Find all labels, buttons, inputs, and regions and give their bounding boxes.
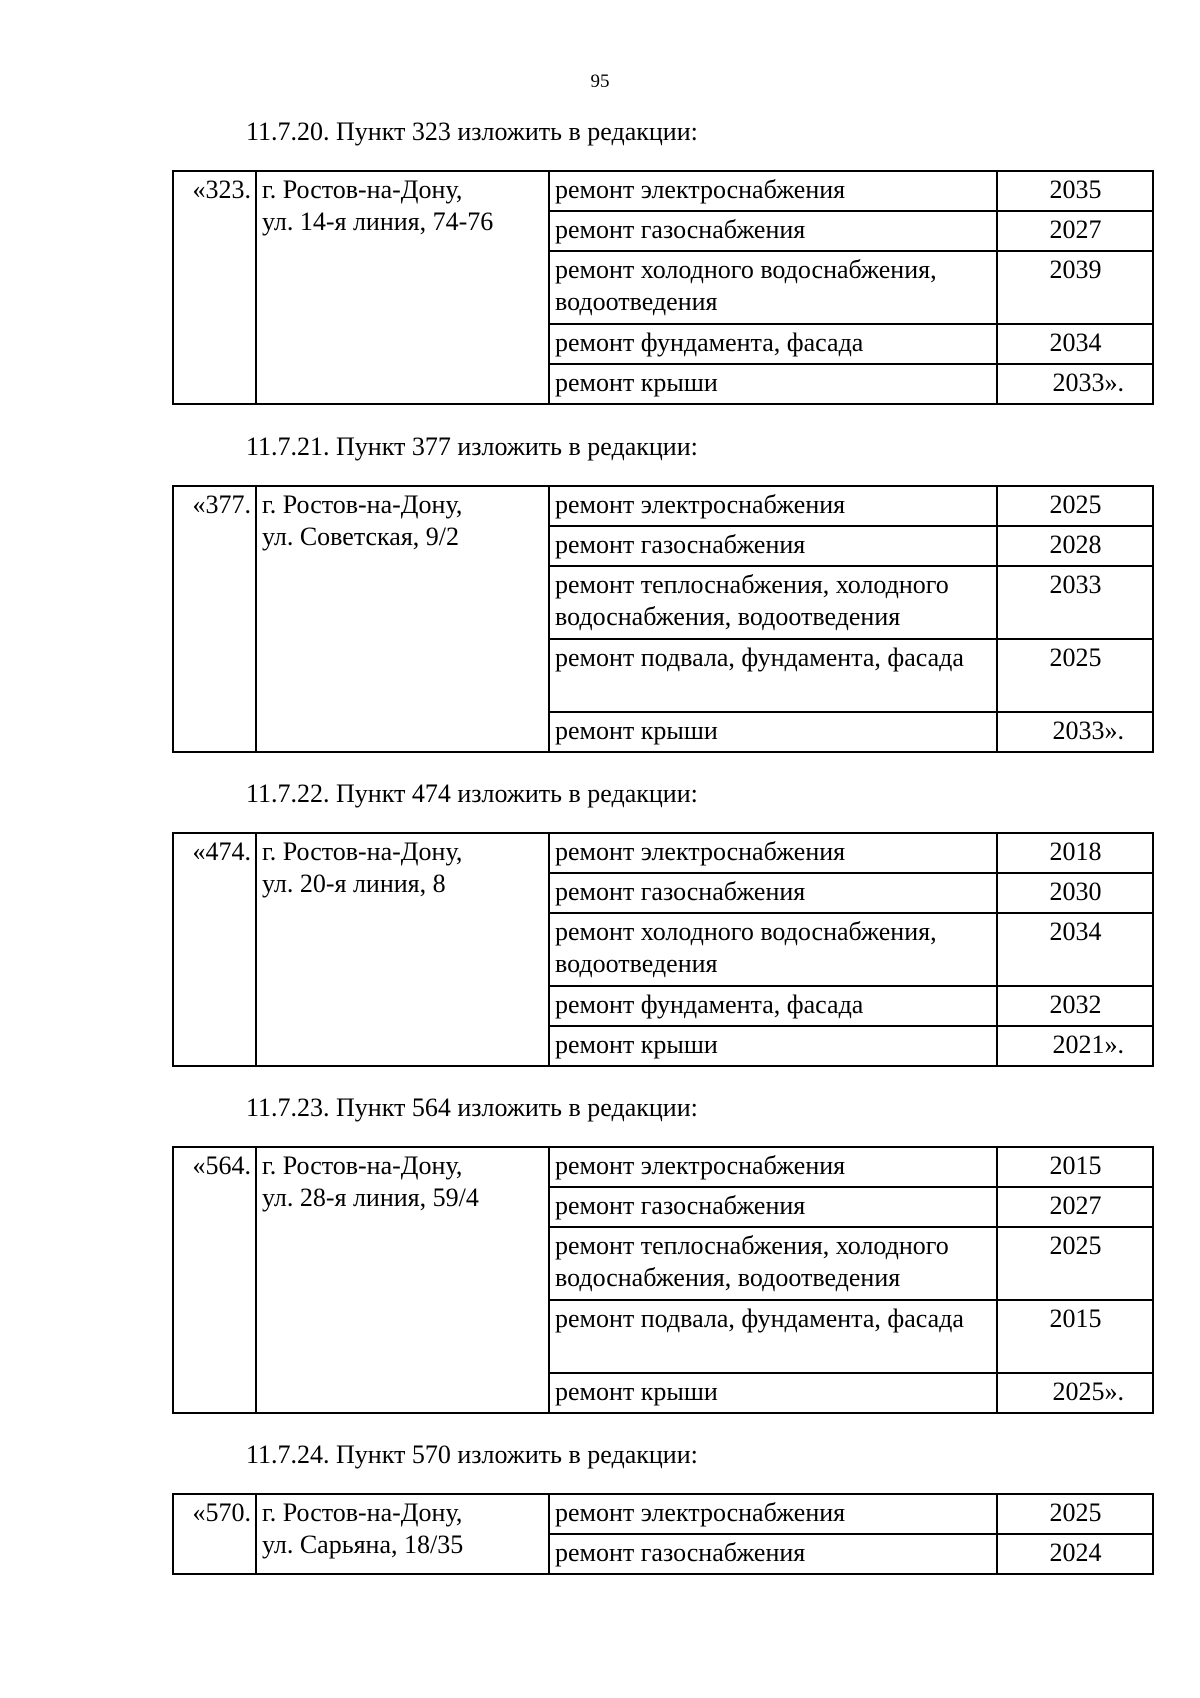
address-street: ул. 28-я линия, 59/4: [262, 1183, 479, 1212]
work-type: ремонт электроснабжения: [549, 833, 997, 873]
work-type: ремонт фундамента, фасада: [549, 986, 997, 1026]
entry-number: «564.: [173, 1147, 256, 1413]
work-type: ремонт подвала, фундамента, фасада: [549, 639, 997, 712]
work-year: 2025: [997, 486, 1153, 526]
work-type: ремонт подвала, фундамента, фасада: [549, 1300, 997, 1373]
section-intro: 11.7.20. Пункт 323 изложить в редакции:: [246, 117, 698, 146]
entry-number: «474.: [173, 833, 256, 1066]
work-year: 2015: [997, 1300, 1153, 1373]
entry-address: [256, 833, 549, 1066]
work-type: ремонт крыши: [549, 1026, 997, 1066]
entry-table: [172, 170, 1154, 405]
work-year: 2015: [997, 1147, 1153, 1187]
work-type: ремонт газоснабжения: [549, 873, 997, 913]
address-city: г. Ростов-на-Дону,: [262, 175, 463, 204]
work-type: ремонт электроснабжения: [549, 1494, 997, 1534]
entry-table: [172, 1493, 1154, 1575]
work-year: 2033: [997, 566, 1153, 639]
work-year: 2027: [997, 211, 1153, 251]
address-street: ул. 14-я линия, 74-76: [262, 207, 494, 236]
work-year: 2030: [997, 873, 1153, 913]
work-year: 2024: [997, 1534, 1153, 1574]
entry-table: [172, 485, 1154, 753]
work-year: 2025: [997, 1494, 1153, 1534]
work-type: ремонт холодного водоснабжения, водоотведения: [549, 251, 997, 324]
work-type: ремонт крыши: [549, 712, 997, 752]
page-number: 95: [590, 71, 610, 92]
work-year: 2034: [997, 324, 1153, 364]
section-intro: 11.7.22. Пункт 474 изложить в редакции:: [246, 779, 698, 808]
work-year: 2039: [997, 251, 1153, 324]
work-year: 2033».: [997, 364, 1153, 404]
entry-number: «377.: [173, 486, 256, 752]
address-city: г. Ростов-на-Дону,: [262, 490, 463, 519]
work-type: ремонт электроснабжения: [549, 486, 997, 526]
work-type: ремонт электроснабжения: [549, 171, 997, 211]
work-year: 2025: [997, 1227, 1153, 1300]
address-city: г. Ростов-на-Дону,: [262, 1498, 463, 1527]
work-year: 2035: [997, 171, 1153, 211]
work-type: ремонт холодного водоснабжения, водоотведения: [549, 913, 997, 986]
entry-address: [256, 171, 549, 404]
address-street: ул. Советская, 9/2: [262, 522, 460, 551]
work-year: 2018: [997, 833, 1153, 873]
work-type: ремонт фундамента, фасада: [549, 324, 997, 364]
work-year: 2028: [997, 526, 1153, 566]
address-street: ул. 20-я линия, 8: [262, 869, 446, 898]
section-intro: 11.7.23. Пункт 564 изложить в редакции:: [246, 1093, 698, 1122]
entry-address: [256, 486, 549, 752]
address-street: ул. Сарьяна, 18/35: [262, 1530, 464, 1559]
work-type: ремонт газоснабжения: [549, 526, 997, 566]
work-type: ремонт теплоснабжения, холодного водоснабжения, водоотведения: [549, 566, 997, 639]
address-city: г. Ростов-на-Дону,: [262, 837, 463, 866]
work-year: 2027: [997, 1187, 1153, 1227]
work-type: ремонт газоснабжения: [549, 211, 997, 251]
section-intro: 11.7.21. Пункт 377 изложить в редакции:: [246, 432, 698, 461]
work-year: 2032: [997, 986, 1153, 1026]
entry-table: [172, 1146, 1154, 1414]
work-year: 2033».: [997, 712, 1153, 752]
work-type: ремонт газоснабжения: [549, 1534, 997, 1574]
entry-number: «570.: [173, 1494, 256, 1574]
work-year: 2025: [997, 639, 1153, 712]
work-type: ремонт газоснабжения: [549, 1187, 997, 1227]
section-intro: 11.7.24. Пункт 570 изложить в редакции:: [246, 1440, 698, 1469]
entry-table: [172, 832, 1154, 1067]
address-city: г. Ростов-на-Дону,: [262, 1151, 463, 1180]
work-type: ремонт крыши: [549, 364, 997, 404]
work-year: 2025».: [997, 1373, 1153, 1413]
entry-address: [256, 1147, 549, 1413]
work-type: ремонт электроснабжения: [549, 1147, 997, 1187]
work-type: ремонт крыши: [549, 1373, 997, 1413]
work-year: 2021».: [997, 1026, 1153, 1066]
entry-number: «323.: [173, 171, 256, 404]
work-type: ремонт теплоснабжения, холодного водоснабжения, водоотведения: [549, 1227, 997, 1300]
work-year: 2034: [997, 913, 1153, 986]
entry-address: [256, 1494, 549, 1574]
